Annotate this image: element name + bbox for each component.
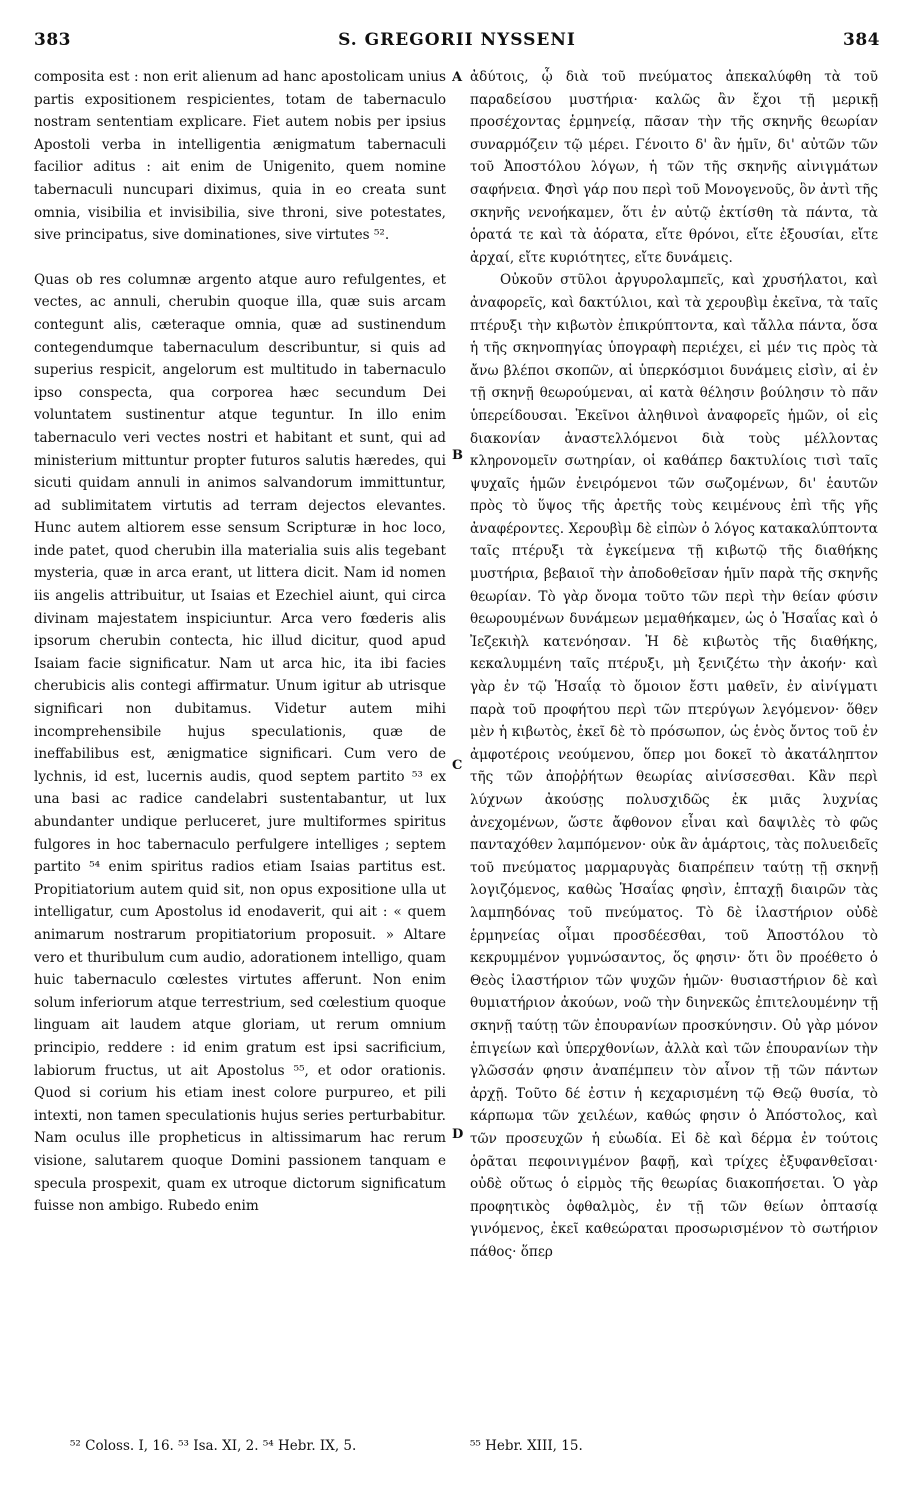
footnotes-right: ⁵⁵ Hebr. XIII, 15. — [470, 1438, 583, 1454]
margin-letter-d: D — [452, 1127, 464, 1142]
running-title: S. GREGORII NYSSENI — [338, 30, 576, 50]
margin-letter-a: A — [452, 70, 463, 85]
greek-paragraph-2: Οὐκοῦν στῦλοι ἀργυρολαμπεῖς, καὶ χρυσήλατοι, καὶ ἀναφορεῖς, καὶ δακτύλιοι, καὶ τὰ χερουβὶμ ἐκεῖνα, τὰ ταῖς πτέρυξι τὴν κιβωτὸν ἐπικρύπτοντα, καὶ τἄλλα πάντα, ὅσα ἡ τῆς σκηνοπηγίας ὑπογραφὴ περιέχει, εἰ μέν τις πρὸς τὰ ἄνω βλέποι σκοπῶν, αἱ ὑπερκόσμιοι δυνάμεις εἰσὶν, αἱ ἐν τῇ σκηνῇ θεωρούμεναι, αἱ κατὰ θέλησιν βούλησιν τὸ πᾶν ὑπερείδουσαι. Ἐκεῖνοι ἀληθινοὶ ἀναφορεῖς ἡμῶν, οἱ εἰς διακονίαν ἀναστελλόμενοι διὰ τοὺς μέλλοντας κληρονομεῖν σωτηρίαν, οἱ καθάπερ δακτυλίοις τισὶ ταῖς ψυχαῖς ἡμῶν ἐνειρόμενοι τῶν σωζομένων, δι' ἑαυτῶν πρὸς τὸ ὕψος τῆς ἀρετῆς τοὺς κειμένους ἐπὶ τῆς γῆς ἀναφέροντες. Χερουβὶμ δὲ εἰπὼν ὁ λόγος κατακαλύπτοντα ταῖς πτέρυξι τὰ ἐγκείμενα τῇ κιβωτῷ τῆς διαθήκης μυστήρια, βεβαιοῖ τὴν ἀποδοθεῖσαν ἡμῖν παρὰ τῆς σκηνῆς θεωρίαν. Τὸ γὰρ ὄνομα τοῦτο τῶν περὶ τὴν θείαν φύσιν θεωρουμένων δυνάμεων μεμαθήκαμεν, ὡς ὁ Ἡσαΐας καὶ ὁ Ἰεζεκιὴλ κατενόησαν. Ἡ δὲ κιβωτὸς τῆς διαθήκης, κεκαλυμμένη ταῖς πτέρυξι, μὴ ξενιζέτω τὴν ἀκοήν· καὶ γὰρ ἐν τῷ Ἡσαΐᾳ τὸ ὅμοιον ἔστι μαθεῖν, ἐν αἰνίγματι παρὰ τοῦ προφήτου περὶ τῶν πτερύγων λεγόμενον· ὅθεν μὲν ἡ κιβωτὸς, ἐκεῖ δὲ τὸ πρόσωπον, ὡς ἑνὸς ὄντος τοῦ ἐν ἀμφοτέροις νεούμενου, ὅπερ μοι δοκεῖ τὸ ἀκατάληπτον τῆς τῶν ἀποῤῥήτων θεωρίας αἰνίσσεσθαι. Κἂν περὶ λύχνων ἀκούσῃς πολυσχιδῶς ἐκ μιᾶς λυχνίας ἀνεχομένων, ὥστε ἄφθονον εἶναι καὶ δαψιλὲς τὸ φῶς πανταχόθεν λαμπόμενον· οὐκ ἂν ἁμάρτοις, τὰς πολυειδεῖς τοῦ πνεύματος μαρμαρυγὰς διαπρέπειν ταύτῃ τῇ σκηνῇ λογιζόμενος, καθὼς Ἡσαΐας φησὶν, ἑπταχῇ διαιρῶν τὰς λαμπηδόνας τοῦ πνεύματος. Τὸ δὲ ἱλαστήριον οὐδὲ ἑρμηνείας οἶμαι προσδέεσθαι, τοῦ Ἀποστόλου τὸ κεκρυμμένον γυμνώσαντος, ὅς φησιν· ὅτι ὃν προέθετο ὁ Θεὸς ἱλαστήριον τῶν ψυχῶν ἡμῶν· θυσιαστήριον δὲ καὶ θυμιατήριον ἀκούων, νοῶ τὴν διηνεκῶς ἐπιτελουμένην τῇ σκηνῇ ταύτῃ τῶν ἐπουρανίων προσκύνησιν. Οὐ γὰρ μόνον ἐπιγείων καὶ ὑπερχθονίων, ἀλλὰ καὶ τῶν ἐπουρανίων τὴν γλῶσσάν φησιν ἀναπέμπειν τὸν αἶνον τῇ τῶν πάντων ἀρχῇ. Τοῦτο δέ ἐστιν ἡ κεχαρισμένη τῷ Θεῷ θυσία, τὸ κάρπωμα τῶν χειλέων, καθώς φησιν ὁ Ἀπόστολος, καὶ τῶν προσευχῶν ἡ εὐωδία. Εἰ δὲ καὶ δέρμα ἐν τούτοις ὁρᾶται πεφοινιγμένον βαφῇ, καὶ τρίχες ἐξυφανθεῖσαι· οὐδὲ οὕτως ὁ εἱρμὸς τῆς θεωρίας διακοπήσεται. Ὁ γὰρ προφητικὸς ὀφθαλμὸς, ἐν τῇ τῶν θείων ὀπτασίᾳ γινόμενος, ἐκεῖ καθεώραται προσωρισμένον τὸ σωτήριον πάθος· ὅπερ — [470, 272, 878, 1260]
footnotes-left: ⁵² Coloss. I, 16. ⁵³ Isa. XI, 2. ⁵⁴ Hebr. IX, 5. — [70, 1438, 357, 1454]
margin-letter-c: C — [452, 758, 463, 773]
page-number-left: 383 — [34, 30, 71, 50]
latin-paragraph-1: composita est : non erit alienum ad hanc apostolicam unius partis expositionem respicientes, totam de tabernaculo nostram sententiam explicare. Fiet autem nobis per ipsius Apostoli verba in intelligentia ænigmatum tabernaculi facilior aditus : ait enim de Unigenito, quem nomine tabernaculi nuncupari diximus, quia in eo creata sunt omnia, visibilia et invisibilia, sive throni, sive potestates, sive principatus, sive dominationes, sive virtutes ⁵². — [34, 69, 446, 244]
latin-column — [34, 66, 446, 1218]
latin-paragraph-2: Quas ob res columnæ argento atque auro refulgentes, et vectes, ac annuli, cherubin quoque illa, quæ suis arcam contegunt alis, cæteraque omnia, quæ ad sustinendum contegendumque tabernaculum describuntur, si quis ad superius respicit, angelorum est multitudo in tabernaculo ipso conspecta, qua corporea hæc secundum Dei voluntatem sustinentur atque teguntur. In illo enim tabernaculo veri vectes nostri et habitant et sunt, qui ad ministerium mittuntur propter futuros salutis hæredes, qui sicuti quidam annuli in animos salvandorum immittuntur, ad sublimitatem virtutis ad terram dejectos elevantes. Hunc autem altiorem esse sensum Scripturæ in hoc loco, inde patet, quod cherubin illa materialia suis alis tegebant mysteria, quæ in arca erant, ut littera dicit. Nam id nomen iis angelis attribuitur, ut Isaias et Ezechiel aiunt, qui circa divinam majestatem inspiciuntur. Arca vero fœderis alis ipsorum cherubin contecta, hic illud dicitur, quod apud Isaiam facie significatur. Nam ut arca hic, ita ibi facies cherubicis alis contegi affirmatur. Unum igitur ab utrisque significari non dubitamus. Videtur autem mihi incomprehensibile hujus speculationis, quæ de ineffabilibus est, ænigmatice significari. Cum vero de lychnis, id est, lucernis audis, quod septem partito ⁵³ ex una basi ac radice candelabri sustentabantur, ut lux abundanter undique perluceret, jure multiformes spiritus fulgores in hoc tabernaculo perfulgere intelliges ; septem partito ⁵⁴ enim spiritus radios etiam Isaias partitus est. Propitiatorium autem quid sit, non opus expositione ulla ut intelligatur, cum Apostolus id enodaverit, qui ait : « quem animarum nostrarum propitiatorium proposuit. » Altare vero et thuribulum cum audio, adorationem intelligo, quam huic tabernaculo cœlestes virtutes afferunt. Non enim solum inferiorum atque terrestrium, sed cœlestium quoque linguam ait laudem atque gloriam, ut rerum omnium principio, reddere : id enim gratum est ipsi sacrificium, labiorum fructus, ut ait Apostolus ⁵⁵, et odor orationis. Quod si corium his etiam inest colore purpureo, et pili intexti, non tamen speculationis hujus series perturbabitur. Nam oculus ille propheticus in altissimarum hac rerum visione, salutarem quoque Domini passionem tanquam e specula prospexit, quam ex utroque dictorum significatum fuisse non ambigo. Rubedo enim — [34, 271, 446, 1215]
page-number-right: 384 — [843, 30, 880, 50]
greek-paragraph-1: ἀδύτοις, ᾧ διὰ τοῦ πνεύματος ἀπεκαλύφθη τὰ τοῦ παραδείσου μυστήρια· καλῶς ἂν ἔχοι τῇ μερικῇ προσέχοντας ἑρμηνείᾳ, πᾶσαν τὴν τῆς σκηνῆς θεωρίαν συναρμόζειν τῷ μέρει. Γένοιτο δ' ἂν ἡμῖν, δι' αὐτῶν τῶν τοῦ Ἀποστόλου λόγων, ἡ τῶν τῆς σκηνῆς αἰνιγμάτων σαφήνεια. Φησὶ γάρ που περὶ τοῦ Μονογενοῦς, ὃν ἀντὶ τῆς σκηνῆς νενοήκαμεν, ὅτι ἐν αὐτῷ ἐκτίσθη τὰ πάντα, τὰ ὁρατά τε καὶ τὰ ἀόρατα, εἴτε θρόνοι, εἴτε ἐξουσίαι, εἴτε ἀρχαί, εἴτε κυριότητες, εἴτε δυνάμεις. — [470, 69, 878, 266]
greek-column — [470, 66, 878, 1263]
margin-letter-b: B — [452, 448, 463, 463]
page-header — [34, 30, 880, 56]
